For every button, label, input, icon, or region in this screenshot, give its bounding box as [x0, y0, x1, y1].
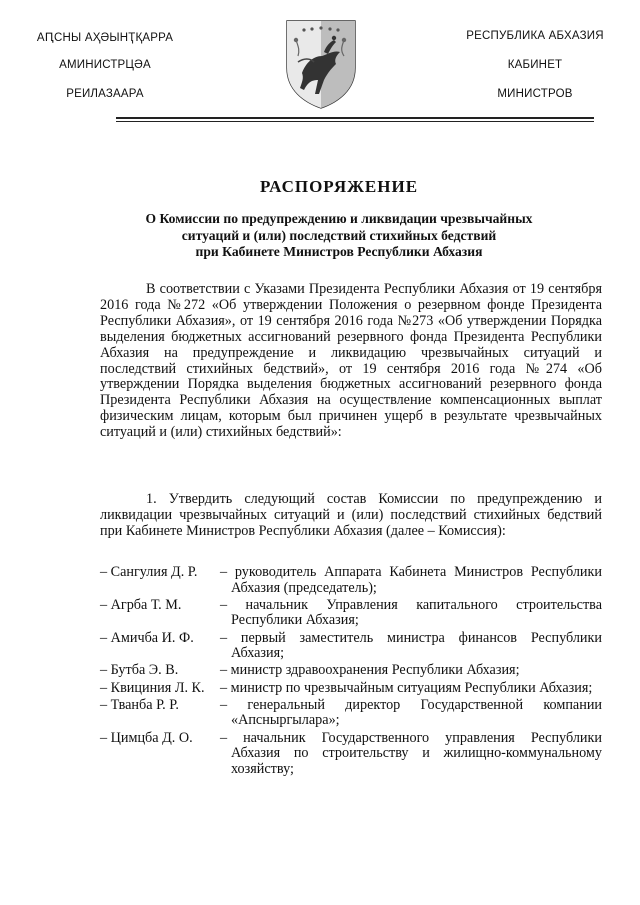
subject-line-3: при Кабинете Министров Республики Абхазия: [195, 244, 483, 259]
point-1-text: 1. Утвердить следующий состав Комиссии по предупреждению и ликвидации чрезвычайных ситуаций и (или) последствий стихийных бедствий при Кабинете Министров Республики Абхазия (далее – Комиссия):: [100, 491, 602, 539]
header-left-line-1: АԤСНЫ АҲӘЫНҬҚАРРА: [36, 32, 174, 44]
header-right-line-3: МИНИСТРОВ: [497, 88, 573, 100]
member-name: – Амичба И. Ф.: [100, 629, 194, 646]
member-name: – Тванба Р. Р.: [100, 696, 179, 713]
point-1-paragraph: [100, 492, 602, 540]
member-role: – первый заместитель министра финансов Республики Абхазия;: [220, 629, 602, 662]
preamble-paragraph: [100, 282, 602, 441]
member-name: – Агрба Т. М.: [100, 596, 182, 613]
member-role: – министр здравоохранения Республики Абхазия;: [220, 662, 520, 679]
member-row: [100, 663, 602, 679]
member-row: [100, 565, 602, 596]
subject-line-2: ситуаций и (или) последствий стихийных бедствий: [181, 227, 497, 243]
member-role: – генеральный директор Государственной компании «Апсныргылара»;: [220, 696, 602, 729]
header-right-line-2: КАБИНЕТ: [507, 59, 563, 71]
member-row: [100, 731, 602, 778]
member-role: – руководитель Аппарата Кабинета Министров Республики Абхазия (председатель);: [220, 564, 602, 596]
subject-line-1: О Комиссии по предупреждению и ликвидации чрезвычайных: [145, 211, 533, 226]
member-role: – министр по чрезвычайным ситуациям Республики Абхазия;: [220, 679, 593, 696]
member-row: [100, 598, 602, 629]
document-title: РАСПОРЯЖЕНИЕ: [259, 177, 419, 196]
member-name: – Цимцба Д. О.: [100, 729, 193, 746]
document-subject: [110, 211, 568, 261]
member-name: – Квициния Л. К.: [100, 679, 205, 696]
member-role: – начальник Управления капитального строительства Республики Абхазия;: [220, 596, 602, 629]
header-right-line-1: РЕСПУБЛИКА АБХАЗИЯ: [466, 30, 604, 42]
header-left-line-3: РЕИЛАЗААРА: [66, 88, 144, 100]
member-row: [100, 631, 602, 662]
member-name: – Бутба Э. В.: [100, 662, 179, 679]
member-role: – начальник Государственного управления Республики Абхазия по строительству и жилищно-коммунальному хозяйству;: [220, 729, 602, 777]
coat-of-arms-emblem: [284, 18, 358, 110]
header-rule-top: [116, 117, 594, 119]
member-name: – Сангулия Д. Р.: [100, 564, 198, 580]
member-row: [100, 681, 602, 697]
commission-members-list: [100, 565, 602, 779]
member-row: [100, 698, 602, 729]
header-rule-bottom: [116, 121, 594, 122]
preamble-text: В соответствии с Указами Президента Республики Абхазия от 19 сентября 2016 года №272 «Об утверждении Положения о резервном фонде Президента Республики Абхазия», от 19 сентября 2016 года №273 «Об утверждении Порядка выделения бюджетных ассигнований резервного фонда Президента Республики Абхазия на предупреждение и ликвидацию чрезвычайных ситуаций и последствий стихийных бедствий», от 19 сентября 2016 года №274 «Об утверждении Порядка выделения бюджетных ассигнований резервного фонда Президента Республики Абхазия на осуществление компенсационных выплат физическим лицам, которым был причинен ущерб в результате чрезвычайных ситуаций и (или) стихийных бедствий»:: [100, 281, 602, 441]
header-left-line-2: АМИНИСТРЦӘА: [59, 59, 151, 71]
